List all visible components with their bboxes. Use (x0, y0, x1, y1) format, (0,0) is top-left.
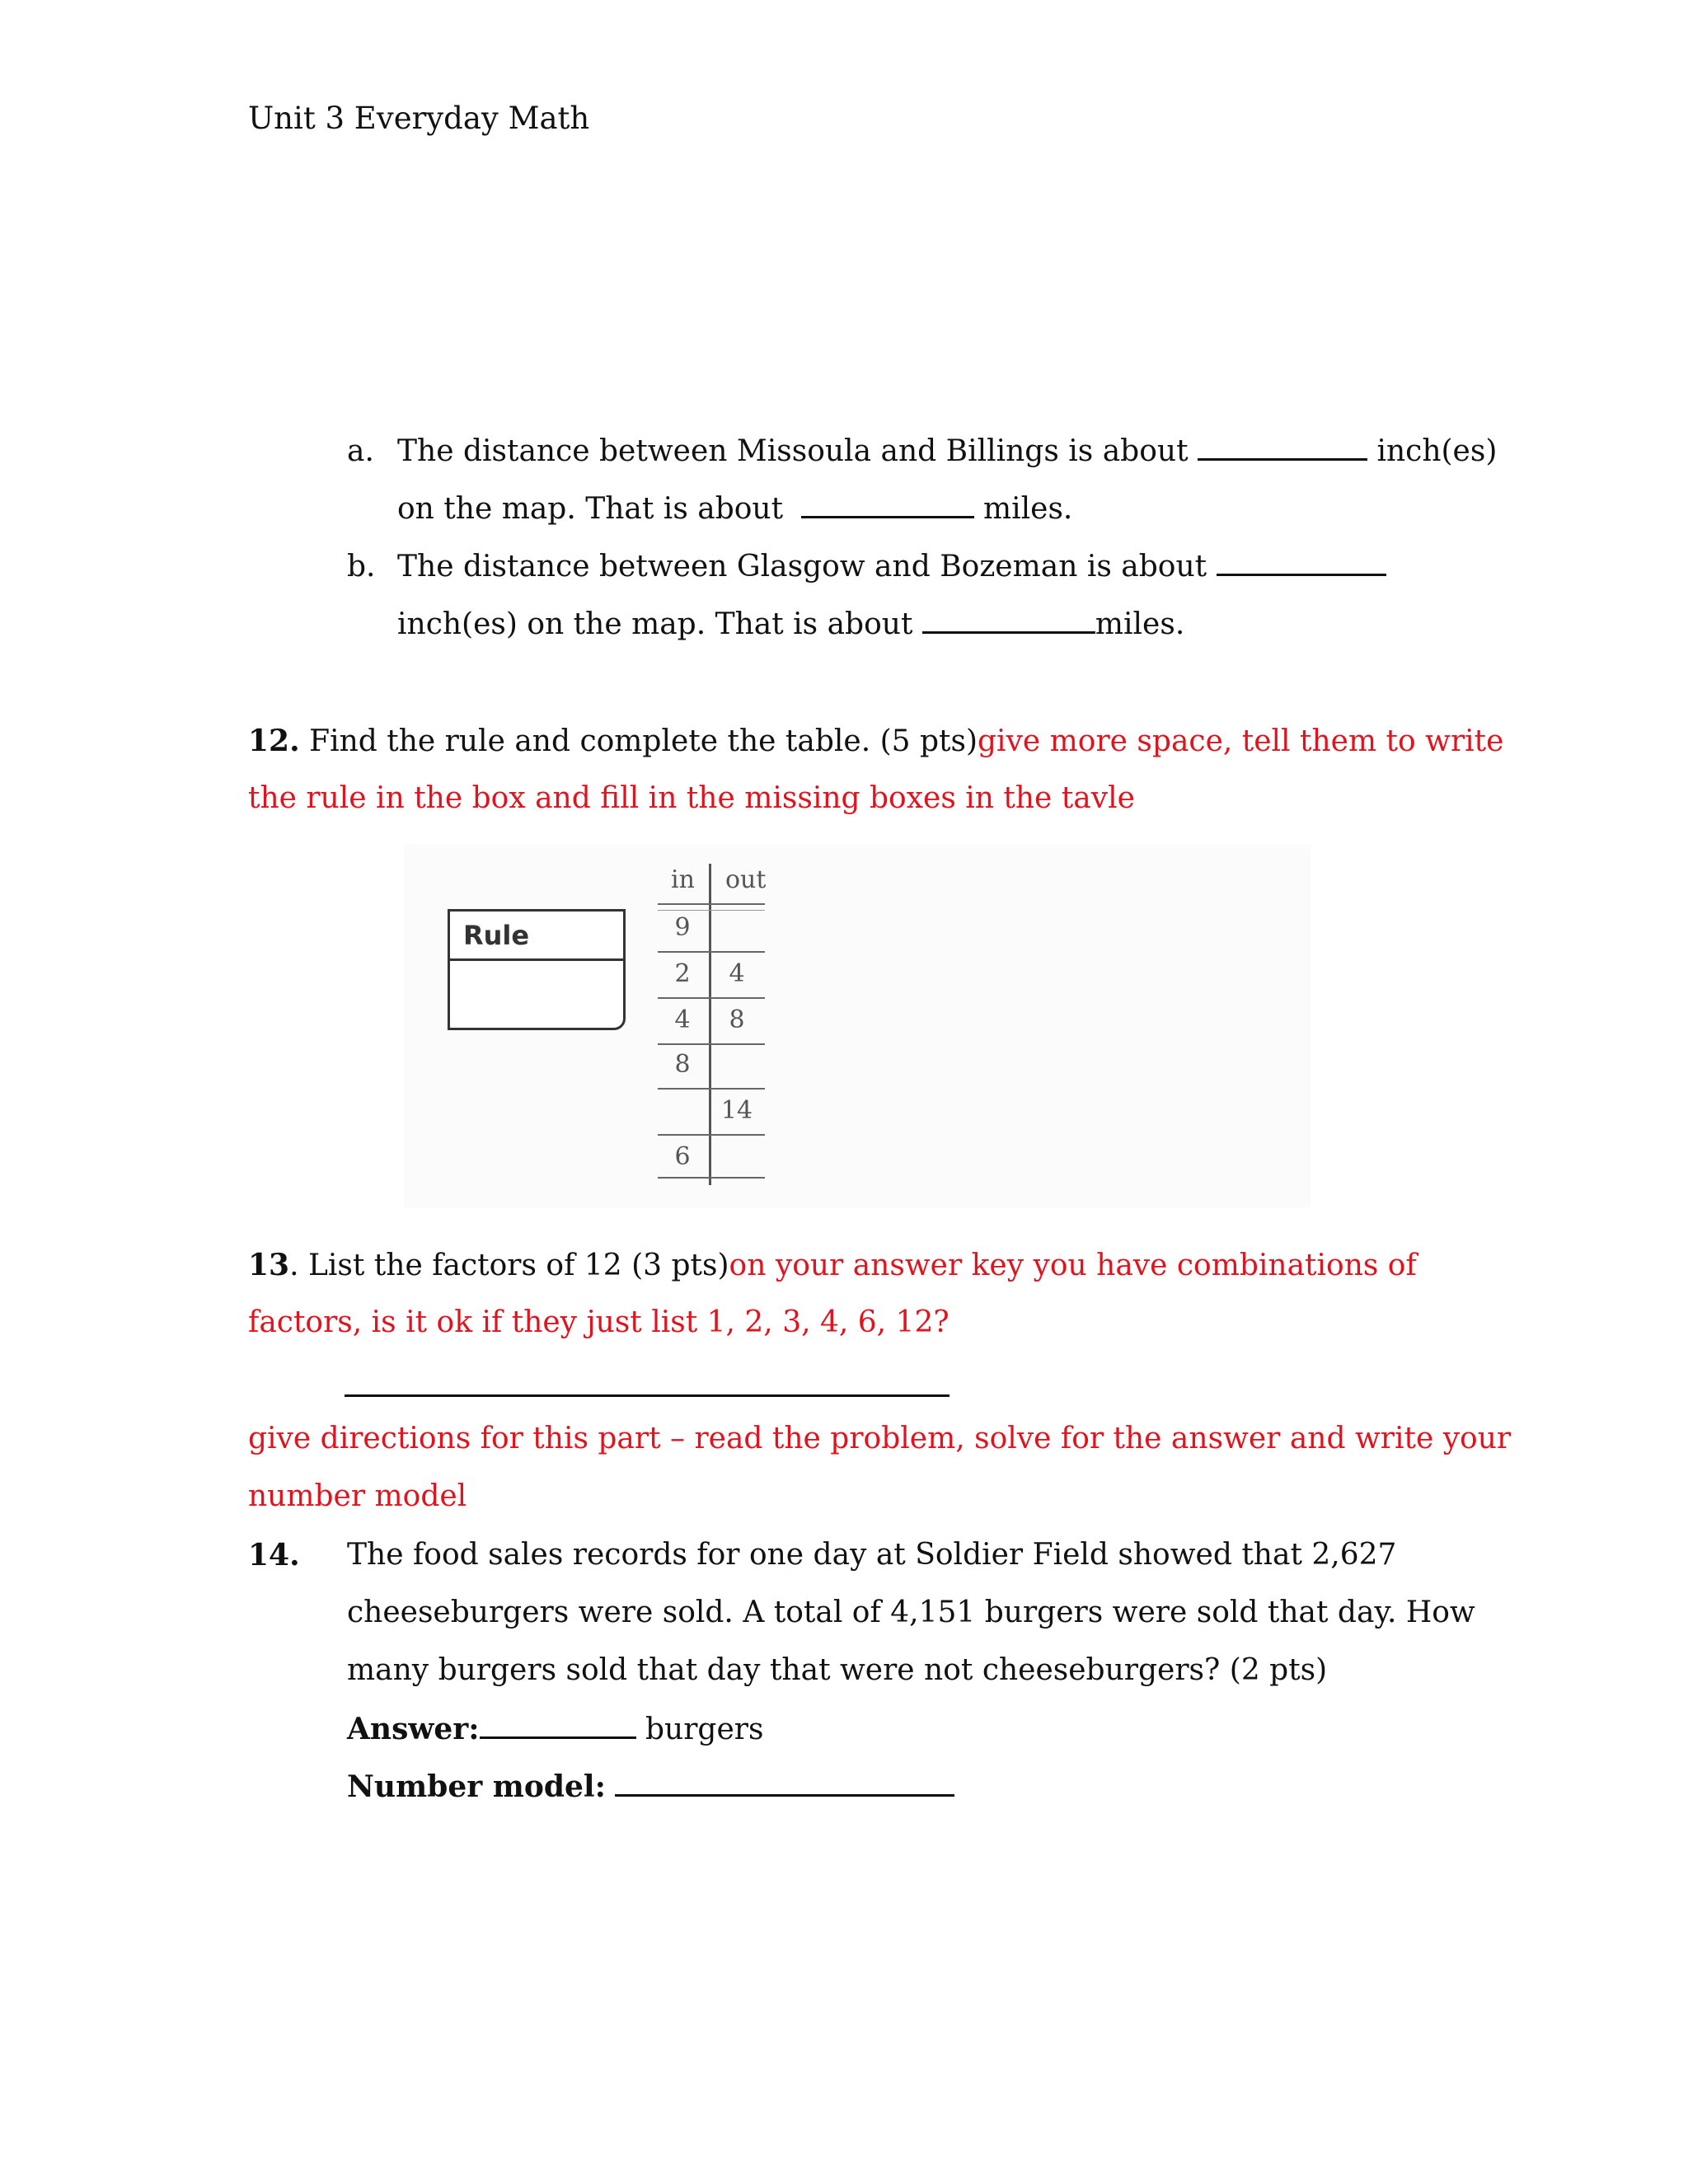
q11a-text2: on the map. That is about (397, 492, 784, 526)
table-row-line (658, 1043, 765, 1045)
q12-text: Find the rule and complete the table. (5 pts) (309, 724, 978, 758)
q12-number: 12. (248, 724, 300, 758)
q14-number: 14. (248, 1538, 300, 1572)
q13-teacher-note-1: on your answer key you have combinations of (729, 1249, 1417, 1282)
q11b-inches-blank[interactable] (1217, 549, 1386, 576)
rule-box-divider (450, 958, 623, 961)
q14-text-line3: many burgers sold that day that were not cheeseburgers? (2 pts) (347, 1653, 1328, 1687)
table-row-line (658, 910, 765, 911)
answer-unit: burgers (645, 1713, 764, 1746)
table-row-line (658, 1134, 765, 1136)
table-row-line (658, 1177, 765, 1179)
table-cell-in: 6 (674, 1142, 691, 1171)
q11b-unit-miles: miles. (1095, 607, 1185, 641)
q13-answer-line[interactable] (345, 1394, 950, 1397)
q11b-text: The distance between Glasgow and Bozeman is about (397, 550, 1207, 583)
answer-label: Answer: (347, 1712, 480, 1746)
q13-text: . List the factors of 12 (3 pts) (289, 1249, 729, 1282)
table-row-line (658, 951, 765, 953)
q13-number: 13 (248, 1248, 290, 1282)
q14-number-model-row (347, 1769, 954, 1806)
q12-teacher-note-2: the rule in the box and fill in the missing boxes in the tavle (248, 781, 1135, 815)
directions-line1: give directions for this part – read the problem, solve for the answer and write your (248, 1422, 1512, 1455)
q11a-text-line1 (397, 434, 1497, 470)
q13-line1 (248, 1247, 1417, 1284)
table-cell-in: 4 (674, 1005, 691, 1034)
table-cell-out: 14 (720, 1096, 753, 1125)
q14-text-line2: cheeseburgers were sold. A total of 4,151 burgers were sold that day. How (347, 1596, 1475, 1629)
rule-answer-field[interactable] (455, 964, 618, 1023)
number-model-blank[interactable] (615, 1769, 954, 1797)
rule-box (448, 909, 626, 1030)
rule-label: Rule (463, 920, 530, 951)
table-row-line (658, 997, 765, 999)
table-row-line (658, 903, 765, 905)
in-out-table-divider (709, 864, 711, 1185)
table-cell-out-blank[interactable] (712, 1142, 762, 1175)
q13-teacher-note-2: factors, is it ok if they just list 1, 2, 3, 4, 6, 12? (248, 1305, 950, 1339)
table-cell-out-blank[interactable] (712, 1050, 762, 1083)
table-cell-in: 8 (674, 1050, 691, 1079)
out-header: out (725, 865, 767, 894)
q11b-miles-blank[interactable] (922, 607, 1095, 634)
table-row-line (658, 1088, 765, 1090)
q14-answer-row (347, 1711, 763, 1748)
number-model-label: Number model: (347, 1769, 606, 1804)
q11b-text2: inch(es) on the map. That is about (397, 607, 913, 641)
q11a-miles-blank[interactable] (801, 491, 974, 518)
table-cell-in: 9 (674, 913, 691, 942)
table-cell-out-blank[interactable] (712, 913, 762, 946)
in-out-table (658, 857, 765, 1179)
q11a-label: a. (347, 434, 374, 468)
q12-line1 (248, 723, 1503, 760)
q11a-text: The distance between Missoula and Billings is about (397, 434, 1189, 468)
q11a-inches-blank[interactable] (1198, 434, 1367, 461)
q11a-text-line2 (397, 491, 1072, 527)
q11b-text-line2 (397, 607, 1184, 643)
table-cell-out: 8 (729, 1005, 745, 1034)
q12-teacher-note-1: give more space, tell them to write (978, 724, 1504, 758)
table-cell-out: 4 (729, 959, 745, 988)
q11a-unit-miles: miles. (982, 492, 1073, 526)
directions-line2: number model (248, 1479, 467, 1513)
q11a-unit-inches: inch(es) (1376, 434, 1498, 468)
table-cell-in: 2 (674, 959, 691, 988)
q11b-label: b. (347, 550, 376, 583)
page-header-title: Unit 3 Everyday Math (248, 101, 590, 136)
answer-blank[interactable] (480, 1712, 636, 1739)
q14-text-line1: The food sales records for one day at Soldier Field showed that 2,627 (347, 1538, 1397, 1572)
in-header: in (671, 865, 695, 894)
table-cell-in-blank[interactable] (658, 1096, 707, 1129)
q11b-text-line1 (397, 549, 1386, 585)
